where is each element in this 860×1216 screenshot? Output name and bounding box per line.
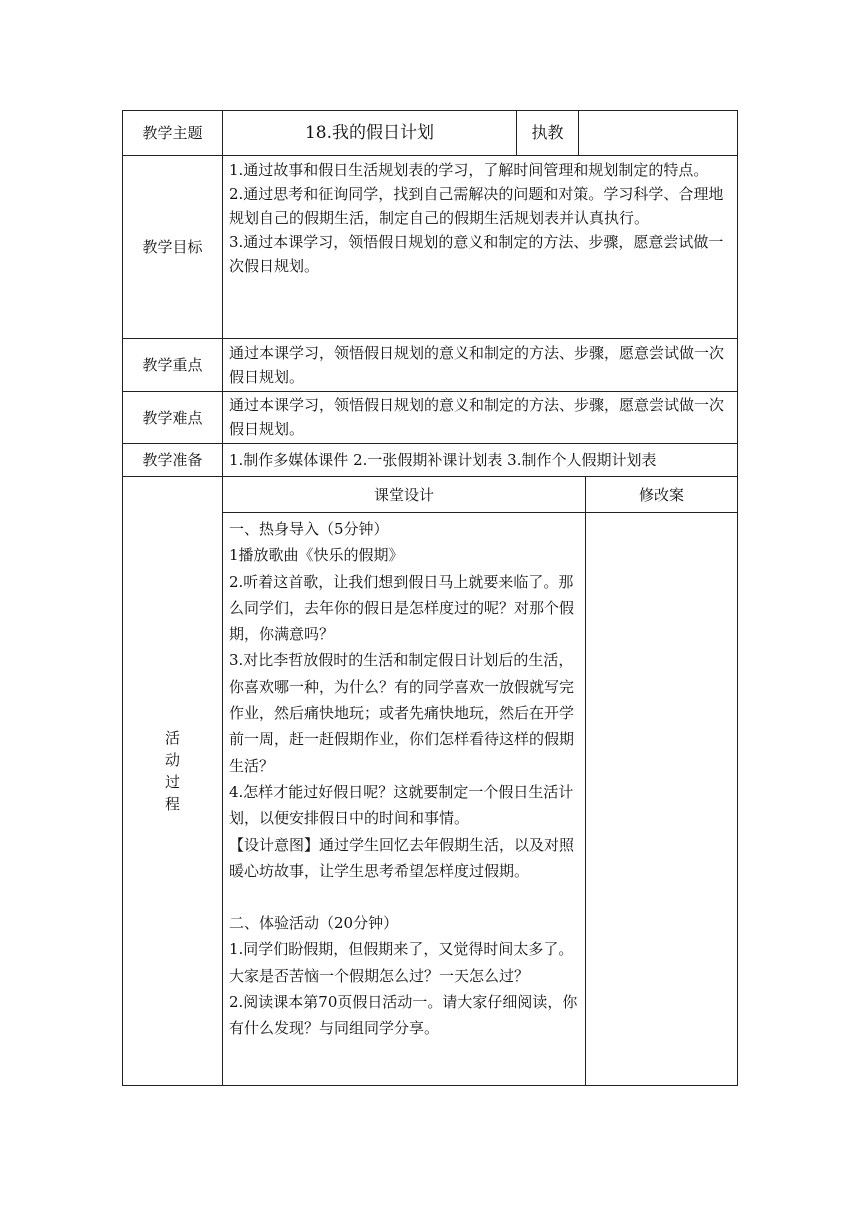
activity-label-char: 程 — [164, 795, 180, 813]
goals-label: 教学目标 — [142, 238, 203, 256]
table-border-bottom — [122, 1085, 738, 1086]
table-border-right — [737, 110, 738, 1086]
activity-label-char: 活 — [164, 729, 180, 747]
activity-label-char: 动 — [164, 751, 180, 769]
teacher-value — [579, 111, 737, 155]
difficulties-text: 通过本课学习，领悟假日规划的意义和制定的方法、步骤，愿意尝试做一次假日规划。 — [229, 396, 725, 438]
goal-item: 1.通过故事和假日生活规划表的学习，了解时间管理和规划制定的特点。 — [229, 161, 709, 179]
key-points-text: 通过本课学习，领悟假日规划的意义和制定的方法、步骤，愿意尝试做一次假日规划。 — [229, 344, 725, 386]
design-line: 二、体验活动（20分钟） — [229, 914, 399, 933]
goal-item: 2.通过思考和征询同学，找到自己需解决的问题和对策。学习科学、合理地规划自己的假期生活，制定自己的假期生活规划表并认真执行。 — [229, 185, 724, 227]
design-line: 1播放歌曲《快乐的假期》 — [229, 546, 404, 565]
key-points-label: 教学重点 — [142, 356, 203, 374]
column-divider — [222, 110, 223, 1086]
goal-item: 3.通过本课学习，领悟假日规划的意义和制定的方法、步骤，愿意尝试做一次假日规划。 — [229, 233, 724, 275]
design-line: 1.同学们盼假期，但假期来了，又觉得时间太多了。大家是否苦恼一个假期怎么过？一天怎么过？ — [229, 940, 574, 985]
activity-label-char: 过 — [164, 773, 180, 791]
preparation-text: 1.制作多媒体课件 2.一张假期补课计划表 3.制作个人假期计划表 — [229, 451, 657, 469]
teacher-label: 执教 — [531, 123, 564, 142]
design-line: 【设计意图】通过学生回忆去年假期生活，以及对照暖心坊故事，让学生思考希望怎样度过假期。 — [229, 835, 575, 880]
revise-column-header: 修改案 — [638, 485, 684, 504]
lesson-title: 18.我的假日计划 — [304, 123, 435, 143]
goals-content — [229, 158, 731, 278]
activity-label — [123, 477, 222, 1085]
preparation-label: 教学准备 — [142, 451, 203, 469]
design-line: 3.对比李哲放假时的生活和制定假日计划后的生活，你喜欢哪一种，为什么？有的同学喜欢一放假就写完作业，然后痛快地玩；或者先痛快地玩，然后在开学前一周，赶一赶假期作业，你们怎样看待这样的假期生活？ — [229, 651, 575, 775]
revise-content — [586, 513, 737, 1085]
design-line: 4.怎样才能过好假日呢？这就要制定一个假日生活计划，以便安排假日中的时间和事情。 — [229, 782, 574, 828]
difficulties-label: 教学难点 — [142, 408, 203, 427]
design-line: 2.阅读课本第70页假日活动一。请大家仔细阅读，你有什么发现？与同组同学分享。 — [229, 993, 578, 1038]
design-blank-line — [229, 884, 583, 910]
design-line: 2.听着这首歌，让我们想到假日马上就要来临了。那么同学们，去年你的假日是怎样度过的呢？对那个假期，你满意吗？ — [229, 572, 575, 644]
topic-label: 教学主题 — [142, 124, 203, 142]
lesson-plan-table — [122, 110, 738, 1085]
design-content — [229, 516, 583, 1042]
design-column-header: 课堂设计 — [373, 485, 434, 504]
design-line: 一、热身导入（5分钟） — [229, 520, 389, 538]
